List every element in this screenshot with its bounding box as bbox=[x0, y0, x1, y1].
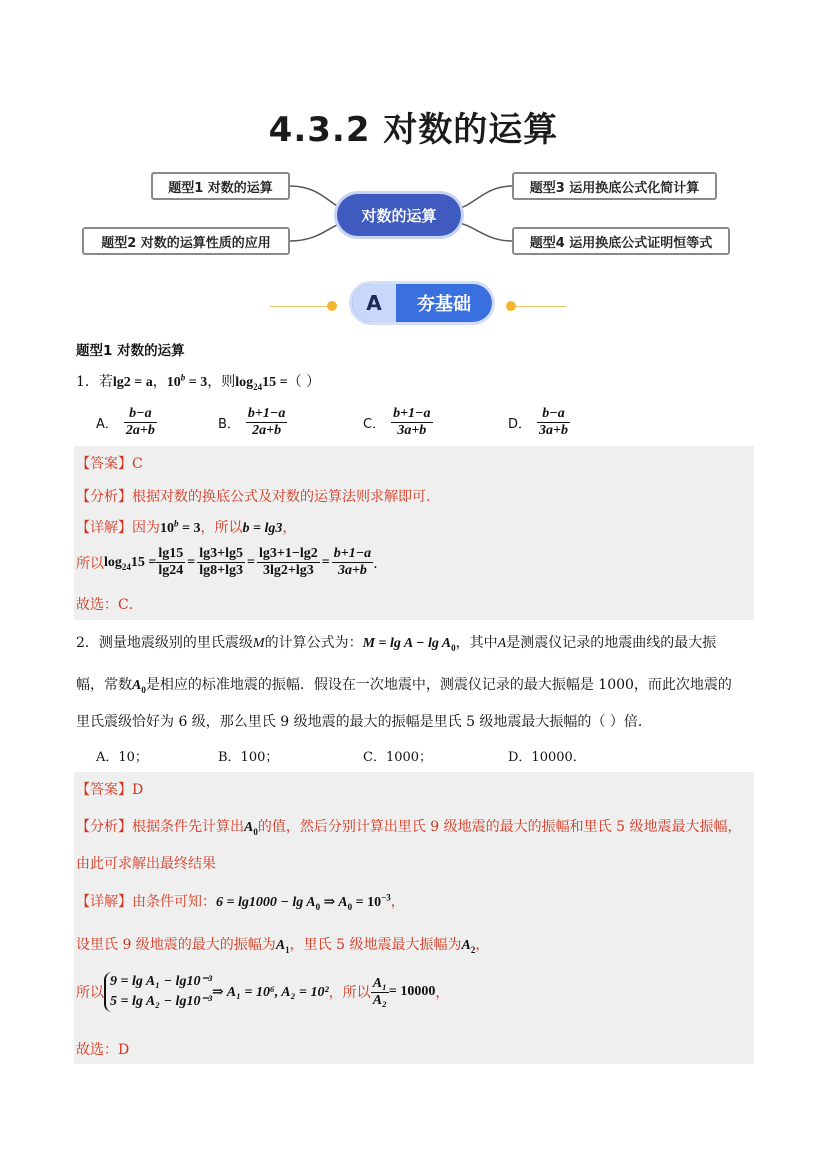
equation-system: 9 = lg A₁ − lg10⁻³ 5 = lg A₂ − lg10⁻³ bbox=[104, 972, 212, 1012]
q2-detail-line3: 所以 9 = lg A₁ − lg10⁻³ 5 = lg A₂ − lg10⁻³ ⇒ A₁ = 10⁶, A₂ = 10² ，所以 $\frac{\text{A₁}}{\text{A₂}}$ = 10000 ， bbox=[76, 972, 449, 1012]
q2-line1: 2．测量地震级别的里氏震级M的计算公式为：$M = \lg A - \lg A_0$，其中A是测震仪记录的地震曲线的最大振 bbox=[76, 635, 717, 653]
q1-option-c: C． $\frac{b+1-a}{3a+b}$ bbox=[363, 406, 431, 438]
q1-option-d: D． $\frac{b-a}{3a+b}$ bbox=[508, 406, 568, 438]
page-title: 4.3.2 对数的运算 bbox=[268, 110, 559, 150]
mindmap-connectors bbox=[0, 0, 827, 300]
q2-line2: 幅，常数$A_0$是相应的标准地震的振幅．假设在一次地震中，测震仪记录的最大振幅是 1000，而此次地震的 bbox=[76, 677, 732, 695]
q2-detail-line1: 【详解】由条件可知：$6 = \lg 1000 - \lg A_0$ ⇒ $A_0 = 10^{-3}$， bbox=[76, 892, 405, 912]
q1-detail-line2: 所以 $\log_{24}15$ = $\frac{\lg 15}{\lg 24}$ = $\frac{\lg 3+\lg 5}{\lg 8+\lg 3}$ = $\frac{\lg 3+1-\lg 2}{3\lg 2+\lg 3}$ = $\frac{b+1-a}{3a+b}$ ． bbox=[76, 546, 388, 578]
q1-conclusion: 故选：C． bbox=[76, 597, 143, 613]
q2-conclusion: 故选：D bbox=[76, 1042, 130, 1058]
divider-right bbox=[516, 306, 566, 307]
q1-detail-line1: 【详解】因为$10^b = 3$，所以b = lg3， bbox=[76, 518, 297, 536]
dot-right-icon bbox=[506, 301, 516, 311]
mindmap-branch-3: 题型3 运用换底公式化简计算 bbox=[512, 172, 717, 200]
q1-option-a: A． $\frac{b-a}{2a+b}$ bbox=[96, 406, 155, 438]
q2-line3: 里氏震级恰好为 6 级，那么里氏 9 级地震的最大的振幅是里氏 5 级地震最大振幅的（ ）倍． bbox=[76, 714, 652, 730]
q1-answer: 【答案】C bbox=[76, 456, 143, 472]
q2-answer: 【答案】D bbox=[76, 782, 144, 798]
q1-analysis: 【分析】根据对数的换底公式及对数的运算法则求解即可. bbox=[76, 489, 431, 505]
q1-stem: 1．若lg2 = a，$10^b = 3$，则$\log_{24}15$ =（ ） bbox=[76, 372, 321, 392]
type1-heading: 题型1 对数的运算 bbox=[76, 343, 185, 359]
q2-option-b: B．100； bbox=[218, 750, 279, 765]
section-label: 夯基础 bbox=[417, 294, 471, 315]
mindmap-center: 对数的运算 bbox=[337, 194, 461, 236]
q2-option-a: A．10； bbox=[96, 750, 148, 765]
dot-left-icon bbox=[327, 301, 337, 311]
q2-option-c: C．1000； bbox=[363, 750, 433, 765]
divider-left bbox=[270, 306, 328, 307]
q2-detail-line2: 设里氏 9 级地震的最大的振幅为$A_1$，里氏 5 级地震最大振幅为$A_2$， bbox=[76, 937, 490, 955]
mindmap-branch-1: 题型1 对数的运算 bbox=[151, 172, 290, 200]
section-badge bbox=[352, 284, 492, 322]
q2-analysis-line2: 由此可求解出最终结果 bbox=[76, 856, 216, 872]
q2-option-d: D．10000． bbox=[508, 750, 586, 765]
q2-analysis-line1: 【分析】根据条件先计算出$A_0$的值，然后分别计算出里氏 9 级地震的最大的振幅和里氏 5 级地震最大振幅， bbox=[76, 819, 742, 837]
mindmap-branch-2: 题型2 对数的运算性质的应用 bbox=[82, 227, 290, 255]
mindmap-branch-4: 题型4 运用换底公式证明恒等式 bbox=[512, 227, 730, 255]
q1-option-b: B． $\frac{b+1-a}{2a+b}$ bbox=[218, 406, 286, 438]
section-letter: A bbox=[352, 284, 396, 322]
